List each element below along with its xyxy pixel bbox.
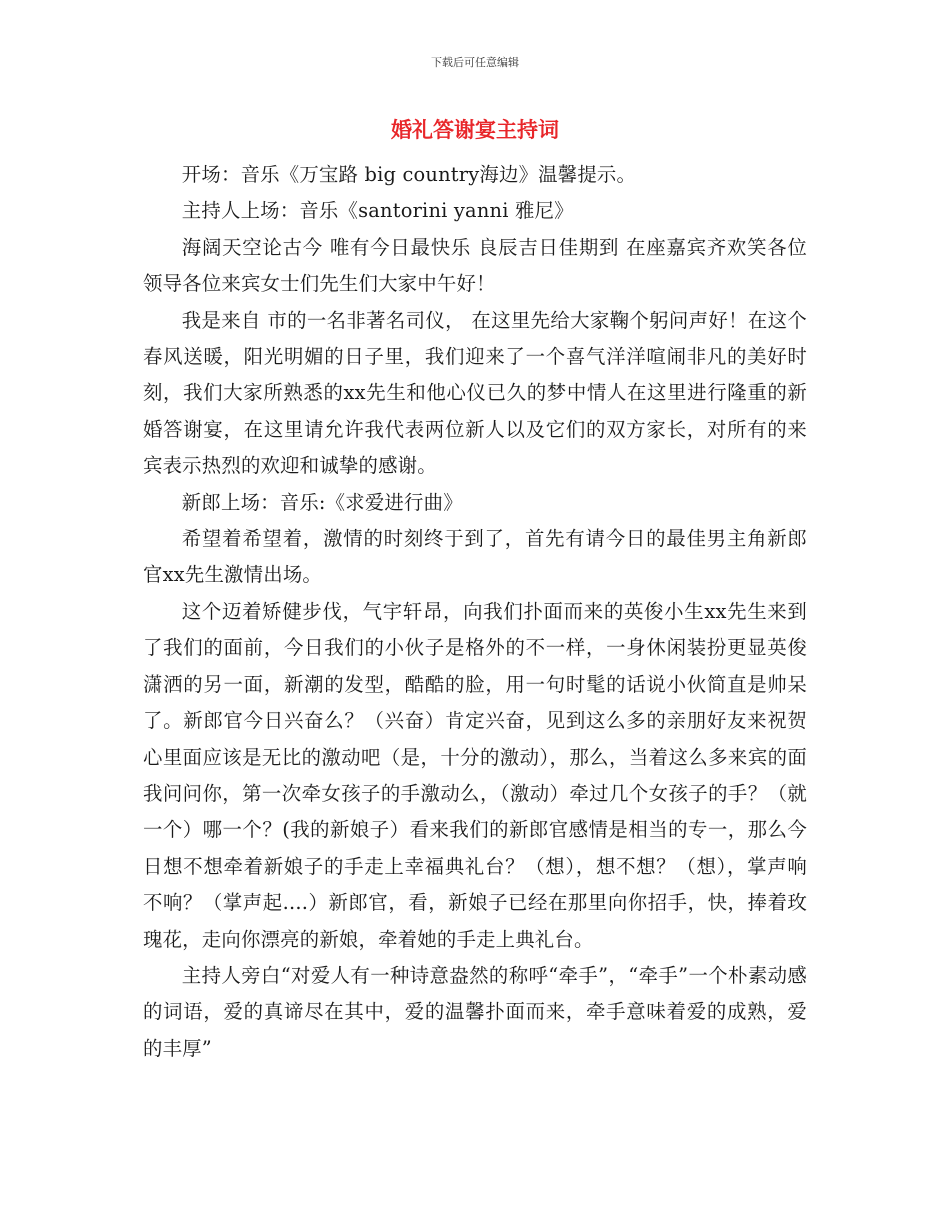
paragraph-host-entrance: 主持人上场：音乐《santorini yanni 雅尼》 bbox=[181, 199, 574, 223]
page-header-note: 下载后可任意编辑 bbox=[431, 56, 519, 69]
paragraph-greeting: 海阔天空论古今 唯有今日最快乐 良辰吉日佳期到 在座嘉宾齐欢笑各位领导各位来宾女士们先生们大家中午好！ bbox=[143, 235, 807, 296]
paragraph-groom-invite: 希望着希望着，激情的时刻终于到了，首先有请今日的最佳男主角新郎官xx先生激情出场。 bbox=[143, 527, 807, 587]
document-title: 婚礼答谢宴主持词 bbox=[391, 118, 559, 142]
paragraph-opening: 开场：音乐《万宝路 big country海边》温馨提示。 bbox=[181, 163, 637, 186]
document-body bbox=[143, 157, 807, 1067]
paragraph-groom-interview: 这个迈着矫健步伐，气宇轩昂，向我们扑面而来的英俊小生xx先生来到了我们的面前，今日我们的小伙子是格外的不一样，一身休闲装扮更显英俊潇洒的另一面，新潮的发型，酷酷的脸，用一句时髦的话说小伙简直是帅呆了。新郎官今日兴奋么？（兴奋）肯定兴奋，见到这么多的亲朋好友来祝贺心里面应该是无比的激动吧（是，十分的激动），那么，当着这么多来宾的面我问问你，第一次牵女孩子的手激动么，（激动）牵过几个女孩子的手？（就一个）哪一个？(我的新娘子）看来我们的新郎官感情是相当的专一，那么今日想不想牵着新娘子的手走上幸福典礼台？（想），想不想？（想），掌声响不响？（掌声起....）新郎官，看，新娘子已经在那里向你招手，快，捧着玫瑰花，走向你漂亮的新娘，牵着她的手走上典礼台。 bbox=[143, 599, 807, 951]
paragraph-introduction: 我是来自 市的一名非著名司仪， 在这里先给大家鞠个躬问声好！在这个春风送暖，阳光明媚的日子里，我们迎来了一个喜气洋洋喧闹非凡的美好时刻，我们大家所熟悉的xx先生和他心仪已久的梦中情人在这里进行隆重的新婚答谢宴，在这里请允许我代表两位新人以及它们的双方家长，对所有的来宾表示热烈的欢迎和诚挚的感谢。 bbox=[143, 308, 807, 478]
paragraph-groom-entrance: 新郎上场：音乐:《求爱进行曲》 bbox=[181, 490, 463, 514]
paragraph-host-narration: 主持人旁白“对爱人有一种诗意盎然的称呼“牵手”，“牵手”一个朴素动感的词语，爱的真谛尽在其中，爱的温馨扑面而来，牵手意味着爱的成熟，爱的丰厚” bbox=[143, 963, 807, 1060]
